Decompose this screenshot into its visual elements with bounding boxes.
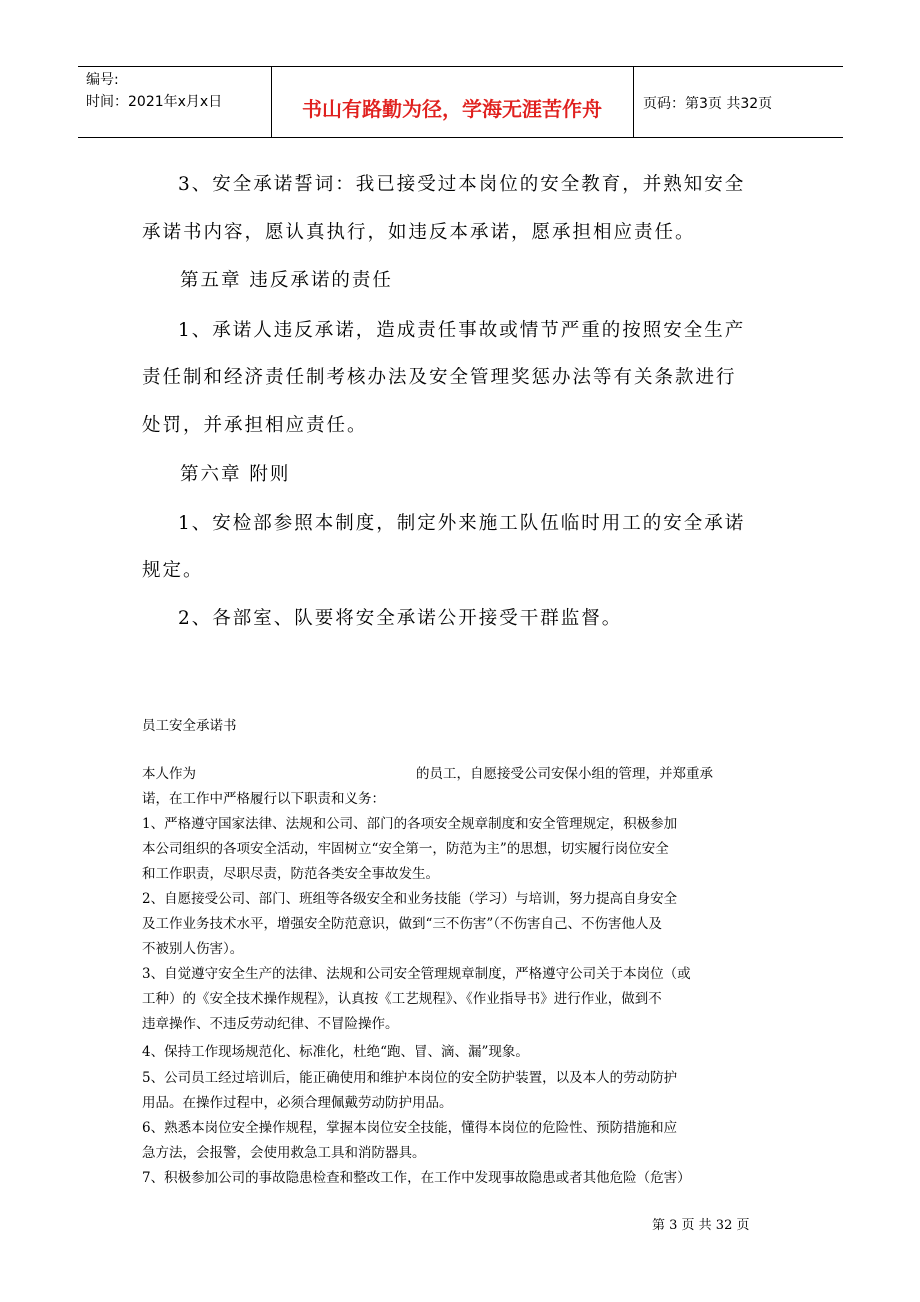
header-motto-cell — [271, 67, 634, 137]
header-meta-cell — [78, 67, 272, 137]
letter-line: 1、严格遵守国家法律、法规和公司、部门的各项安全规章制度和安全管理规定，积极参加 — [142, 816, 678, 832]
letter-line: 不被别人伤害）。 — [142, 941, 244, 957]
paragraph-line: 3、安全承诺誓词：我已接受过本岗位的安全教育，并熟知安全 — [178, 174, 746, 195]
header-page-number: 页码：第3页 共32页 — [643, 96, 773, 112]
intro-suffix: 的员工，自愿接受公司安保小组的管理，并郑重承 — [416, 766, 713, 782]
letter-line: 用品。在操作过程中，必须合理佩戴劳动防护用品。 — [142, 1095, 453, 1111]
letter-line: 7、积极参加公司的事故隐患检查和整改工作，在工作中发现事故隐患或者其他危险（危害） — [142, 1170, 691, 1186]
letter-line: 4、保持工作现场规范化、标准化，杜绝“跑、冒、滴、漏”现象。 — [142, 1044, 529, 1060]
paragraph-line: 1、安检部参照本制度，制定外来施工队伍临时用工的安全承诺 — [178, 513, 746, 534]
letter-line: 3、自觉遵守安全生产的法律、法规和公司安全管理规章制度，严格遵守公司关于本岗位（或 — [142, 966, 691, 982]
header-page-cell — [633, 67, 843, 137]
paragraph-line: 处罚，并承担相应责任。 — [142, 415, 368, 436]
letter-line: 急方法，会报警，会使用救急工具和消防器具。 — [142, 1145, 426, 1161]
letter-line: 本公司组织的各项安全活动，牢固树立“安全第一，防范为主”的思想，切实履行岗位安全 — [142, 841, 669, 857]
chapter-heading: 第五章 违反承诺的责任 — [180, 270, 393, 291]
letter-intro — [142, 762, 797, 782]
letter-line: 及工作业务技术水平，增强安全防范意识，做到“三不伤害”（不伤害自己、不伤害他人及 — [142, 916, 663, 932]
chapter-heading: 第六章 附则 — [180, 464, 291, 485]
page-header — [78, 66, 843, 138]
letter-title: 员工安全承诺书 — [142, 718, 237, 734]
intro-prefix: 本人作为 — [142, 766, 196, 782]
paragraph-line: 承诺书内容，愿认真执行，如违反本承诺，愿承担相应责任。 — [142, 222, 696, 243]
letter-line: 工种）的《安全技术操作规程》，认真按《工艺规程》、《作业指导书》进行作业，做到不 — [142, 991, 662, 1007]
header-motto: 书山有路勤为径，学海无涯苦作舟 — [302, 97, 602, 121]
footer-page-number: 第 3 页 共 32 页 — [652, 1218, 750, 1233]
letter-line: 违章操作、不违反劳动纪律、不冒险操作。 — [142, 1016, 399, 1032]
letter-line: 和工作职责，尽职尽责，防范各类安全事故发生。 — [142, 866, 439, 882]
document-number-label: 编号: — [86, 72, 119, 88]
paragraph-line: 责任制和经济责任制考核办法及安全管理奖惩办法等有关条款进行 — [142, 367, 737, 388]
letter-line: 诺，在工作中严格履行以下职责和义务： — [142, 791, 385, 807]
paragraph-line: 1、承诺人违反承诺，造成责任事故或情节严重的按照安全生产 — [178, 320, 746, 341]
letter-line: 5、公司员工经过培训后，能正确使用和维护本岗位的安全防护装置，以及本人的劳动防护 — [142, 1070, 678, 1086]
document-date: 时间：2021年x月x日 — [86, 94, 223, 110]
letter-line: 2、自愿接受公司、部门、班组等各级安全和业务技能（学习）与培训，努力提高自身安全 — [142, 891, 678, 907]
letter-line: 6、熟悉本岗位安全操作规程，掌握本岗位安全技能，懂得本岗位的危险性、预防措施和应 — [142, 1120, 678, 1136]
paragraph-line: 规定。 — [142, 560, 204, 581]
paragraph-line: 2、各部室、队要将安全承诺公开接受干群监督。 — [178, 608, 623, 629]
